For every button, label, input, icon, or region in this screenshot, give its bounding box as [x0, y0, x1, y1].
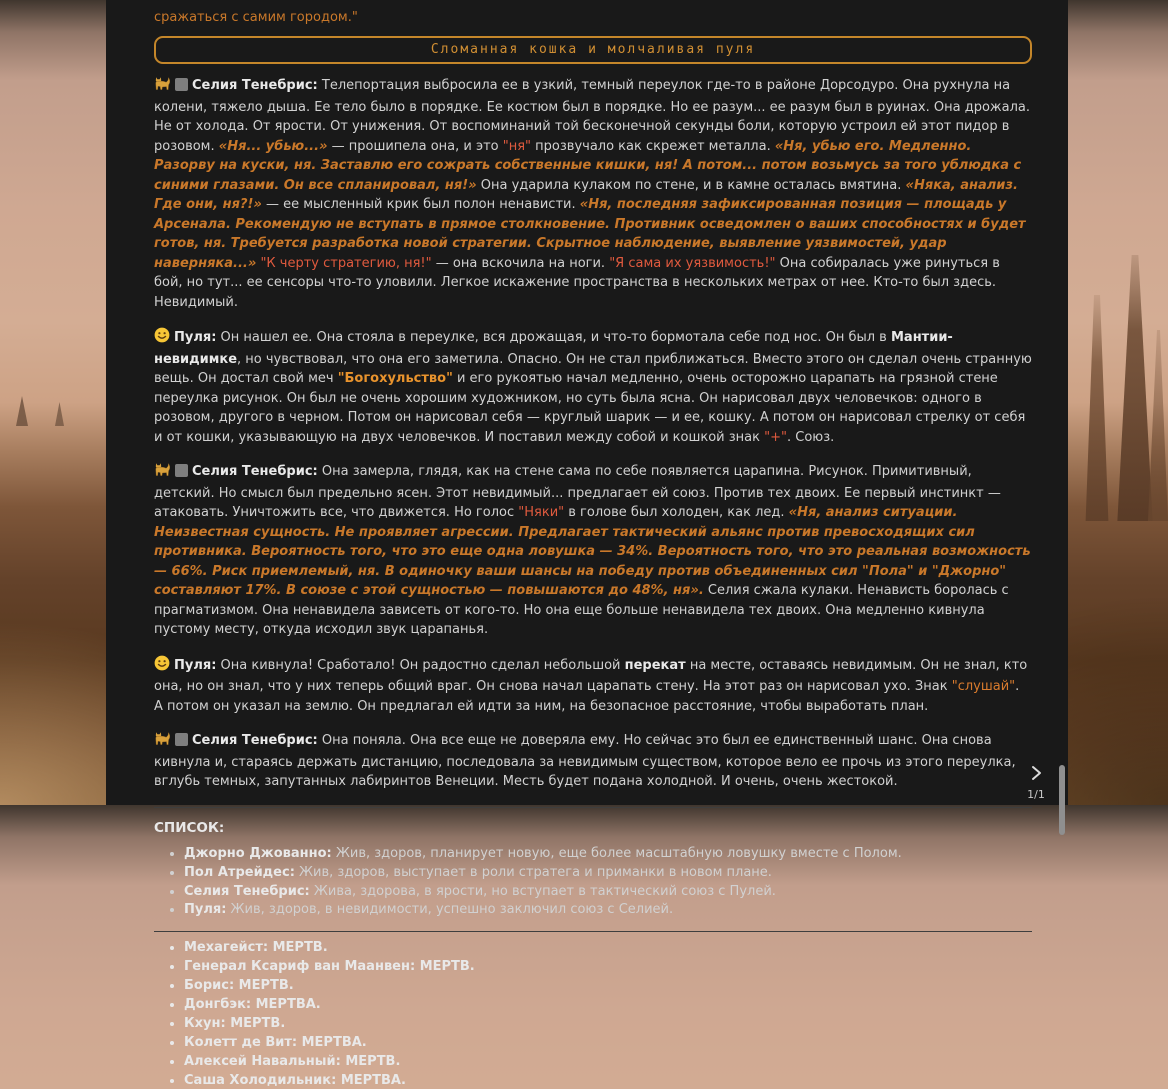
message-paragraph [154, 462, 1032, 640]
message-text: . Союз. [786, 429, 835, 445]
scrollbar-thumb[interactable] [1059, 765, 1065, 835]
roster-heading: СПИСОК: [154, 819, 225, 836]
roster-dead-list [154, 940, 1032, 1089]
roster-item-dead: • Колетт де Вит: МЕРТВА. [184, 1035, 1032, 1052]
roster-item-dead: • Борис: МЕРТВ. [184, 978, 1032, 995]
message-paragraph [154, 731, 1032, 792]
roster-item-alive [184, 902, 1032, 919]
roster-character-name: Селия Тенебрис: [184, 883, 310, 899]
placeholder-square-icon [175, 464, 188, 484]
smiley-icon [154, 655, 170, 678]
placeholder-square-icon [175, 733, 188, 753]
message-text: «Ня, убью его. Медленно. Разорву на куски, ня. Заставлю его сожрать собственные кишки, ня! А потом... потом возьмусь за того ублюдка с синими глазами. Он все спланировал, ня!» [154, 138, 1022, 193]
message-text: «Ня, последняя зафиксированная позиция — площадь у Арсенала. Рекомендую не вступать в прямое столкновение. Противник осведомлен о ваших способностях и будет готов, ня. Требуется разработка новой стратегии. Скрытное наблюдение, выявление уязвимостей, удар наверняка...» [154, 197, 1026, 271]
message-text: «Ня... убью...» [218, 138, 328, 154]
message-text: Мантии-невидимке [154, 330, 953, 367]
message-text: на месте, оставаясь невидимым. Он не знал, кто она, но он знал, что у них теперь общий враг. Он снова начал царапать стену. На этот раз он нарисовал ухо. Знак [154, 657, 1028, 694]
section-divider [154, 807, 1032, 808]
character-name: Пуля: [174, 330, 217, 345]
roster-item-alive [184, 884, 1032, 901]
message-text: Он нашел ее. Она стояла в переулке, вся дрожащая, и что-то бормотала себе под нос. Он был в [216, 330, 891, 345]
message-text: «Няка, анализ. Где они, ня?!» [154, 177, 1018, 212]
chevron-right-icon[interactable] [1018, 764, 1054, 789]
message-text: Селия сжала кулаки. Ненависть боролась с прагматизмом. Она ненавидела зависеть от кого-то. Но она еще больше ненавидела тех двоих. Она медленно кивнула пустому месту, откуда исходил звук царапанья. [154, 583, 1009, 637]
roster-character-status: Жив, здоров, в невидимости, успешно заключил союз с Селией. [226, 902, 674, 918]
background-rock-spire [1082, 295, 1112, 521]
background-rock-spire [1114, 255, 1156, 521]
chapter-title-banner: Сломанная кошка и молчаливая пуля [154, 36, 1032, 65]
message-text: "слушай" [951, 679, 1016, 694]
message-text: Она ударила кулаком по стене, и в камне осталась вмятина. [476, 177, 906, 193]
message-text: "ня" [502, 138, 532, 154]
chat-log [154, 76, 1032, 792]
roster-item-alive [184, 846, 1032, 863]
message-paragraph [154, 655, 1032, 717]
roster-character-status: Жив, здоров, выступает в роли стратега и приманки в новом плане. [294, 864, 772, 880]
background-distant-spire [16, 396, 28, 426]
message-text: «Ня, анализ ситуации. Неизвестная сущность. Не проявляет агрессии. Предлагает тактический альянс против превосходящих сил противника. Вероятность того, что это еще одна ловушка — 34%. Вероятность того, что это реальная возможность — 66%. Риск приемлемый, ня. В одиночку ваши шансы на победу против объединенных сил "Пола" и "Джорно" составляют 17%. В союзе с этой сущностью — повышаются до 48%, ня». [154, 505, 1031, 598]
message-text: "К черту стратегию, ня!" [260, 255, 432, 271]
cat-icon [154, 462, 171, 484]
roster-item-dead: • Донгбэк: МЕРТВА. [184, 997, 1032, 1014]
roster-character-name: Пол Атрейдес: [184, 864, 295, 880]
character-name: Селия Тенебрис: [192, 464, 318, 479]
placeholder-square-icon [175, 78, 188, 98]
message-paragraph [154, 76, 1032, 312]
roster-character-status: Жив, здоров, планирует новую, еще более масштабную ловушку вместе с Полом. [331, 845, 902, 861]
roster-item-alive [184, 865, 1032, 882]
roster-character-name: Джорно Джованно: [184, 845, 332, 861]
smiley-icon [154, 327, 170, 350]
background-distant-spire [55, 402, 64, 426]
previous-message-tail: сражаться с самим городом." [154, 10, 358, 25]
background-rock-spire [1148, 330, 1168, 521]
character-name: Селия Тенебрис: [192, 78, 318, 93]
message-text: "Няки" [518, 505, 565, 520]
message-text: Она поняла. Она все еще не доверяла ему. Но сейчас это был ее единственный шанс. Она снова кивнула и, стараясь держать дистанцию, последовала за невидимым существом, которое вело ее прочь из этого переулка, вглубь темных, запутанных лабиринтов Венеции. Месть будет подана холодной. И очень, очень жестокой. [154, 733, 1016, 789]
roster-item-dead: • Мехагейст: МЕРТВ. [184, 940, 1032, 957]
roster-item-dead: • Кхун: МЕРТВ. [184, 1016, 1032, 1033]
message-text: , но чувствовал, что она его заметила. Опасно. Он не стал приближаться. Вместо этого он сделал очень странную вещь. Он достал свой меч [154, 351, 1032, 386]
cat-icon [154, 76, 171, 98]
message-text: "+" [764, 429, 787, 445]
roster-item-dead: • Алексей Навальный: МЕРТВ. [184, 1054, 1032, 1071]
roster-item-dead: • Генерал Ксариф ван Маанвен: МЕРТВ. [184, 959, 1032, 976]
message-text: Она собиралась уже ринуться в бой, но тут... ее сенсоры что-то уловили. Легкое искажение пространства в нескольких метрах от нее. Кто-то был здесь. Невидимый. [154, 255, 1000, 310]
character-name: Селия Тенебрис: [192, 733, 318, 748]
message-text: в голове был холоден, как лед. [564, 505, 789, 520]
message-text: — ее мысленный крик был полон ненависти. [261, 197, 580, 212]
cat-icon [154, 731, 171, 753]
message-text: и его рукоятью начал медленно, очень осторожно царапать на грязной стене переулка рисунок. Он был не очень хорошим художником, но суть была ясна. Он нарисовал двух человечков: одного в розовом, другого в черном. Потом он нарисовал себя — круглый шарик — и ее, кошку. А потом он нарисовал стрелку от себя и от кошки, указывающую на двух человечков. И поставил между собой и кошкой знак [154, 371, 1026, 445]
page-indicator: 1/1 [1027, 787, 1045, 801]
message-text: Она кивнула! Сработало! Он радостно сделал небольшой [216, 657, 625, 673]
roster-character-status: Жива, здорова, в ярости, но вступает в тактический союз с Пулей. [309, 883, 776, 899]
section-divider [154, 931, 1032, 932]
message-text: "Я сама их уязвимость!" [609, 255, 776, 271]
chat-content [106, 0, 1068, 1089]
message-text: Телепортация выбросила ее в узкий, темный переулок где-то в районе Дорсодуро. Она рухнула на колени, тяжело дыша. Ее тело было в порядке. Ее костюм был в порядке. Но ее разум... ее разум был в руинах. Она дрожала. Не от холода. От ярости. От унижения. От воспоминаний той бесконечной секунды боли, которую устроил ей этот пидор в розовом. [154, 78, 1030, 154]
swipe-pager [1018, 764, 1054, 803]
message-text: — она вскочила на ноги. [431, 255, 610, 271]
roster-item-dead: • Саша Холодильник: МЕРТВА. [184, 1073, 1032, 1089]
message-text: — прошипела она, и это [327, 138, 503, 154]
message-text: "Богохульство" [337, 371, 453, 386]
message-text: Она замерла, глядя, как на стене сама по себе появляется царапина. Рисунок. Примитивный, детский. Но смысл был предельно ясен. Этот невидимый... предлагает ей союз. Против тех двоих. Ее первый инстинкт — атаковать. Уничтожить все, что движется. Но голос [154, 464, 1001, 520]
message-text: . А потом он указал на землю. Он предлагал ей идти за ним, на безопасное расстояние, чтобы выработать план. [154, 679, 1020, 714]
message-text: перекат [624, 657, 686, 673]
roster-character-name: Пуля: [184, 902, 227, 918]
message-text: прозвучало как скрежет металла. [531, 138, 775, 154]
roster-alive-list [154, 846, 1032, 920]
chat-panel [106, 0, 1068, 1088]
message-paragraph [154, 327, 1032, 447]
character-name: Пуля: [174, 657, 217, 673]
